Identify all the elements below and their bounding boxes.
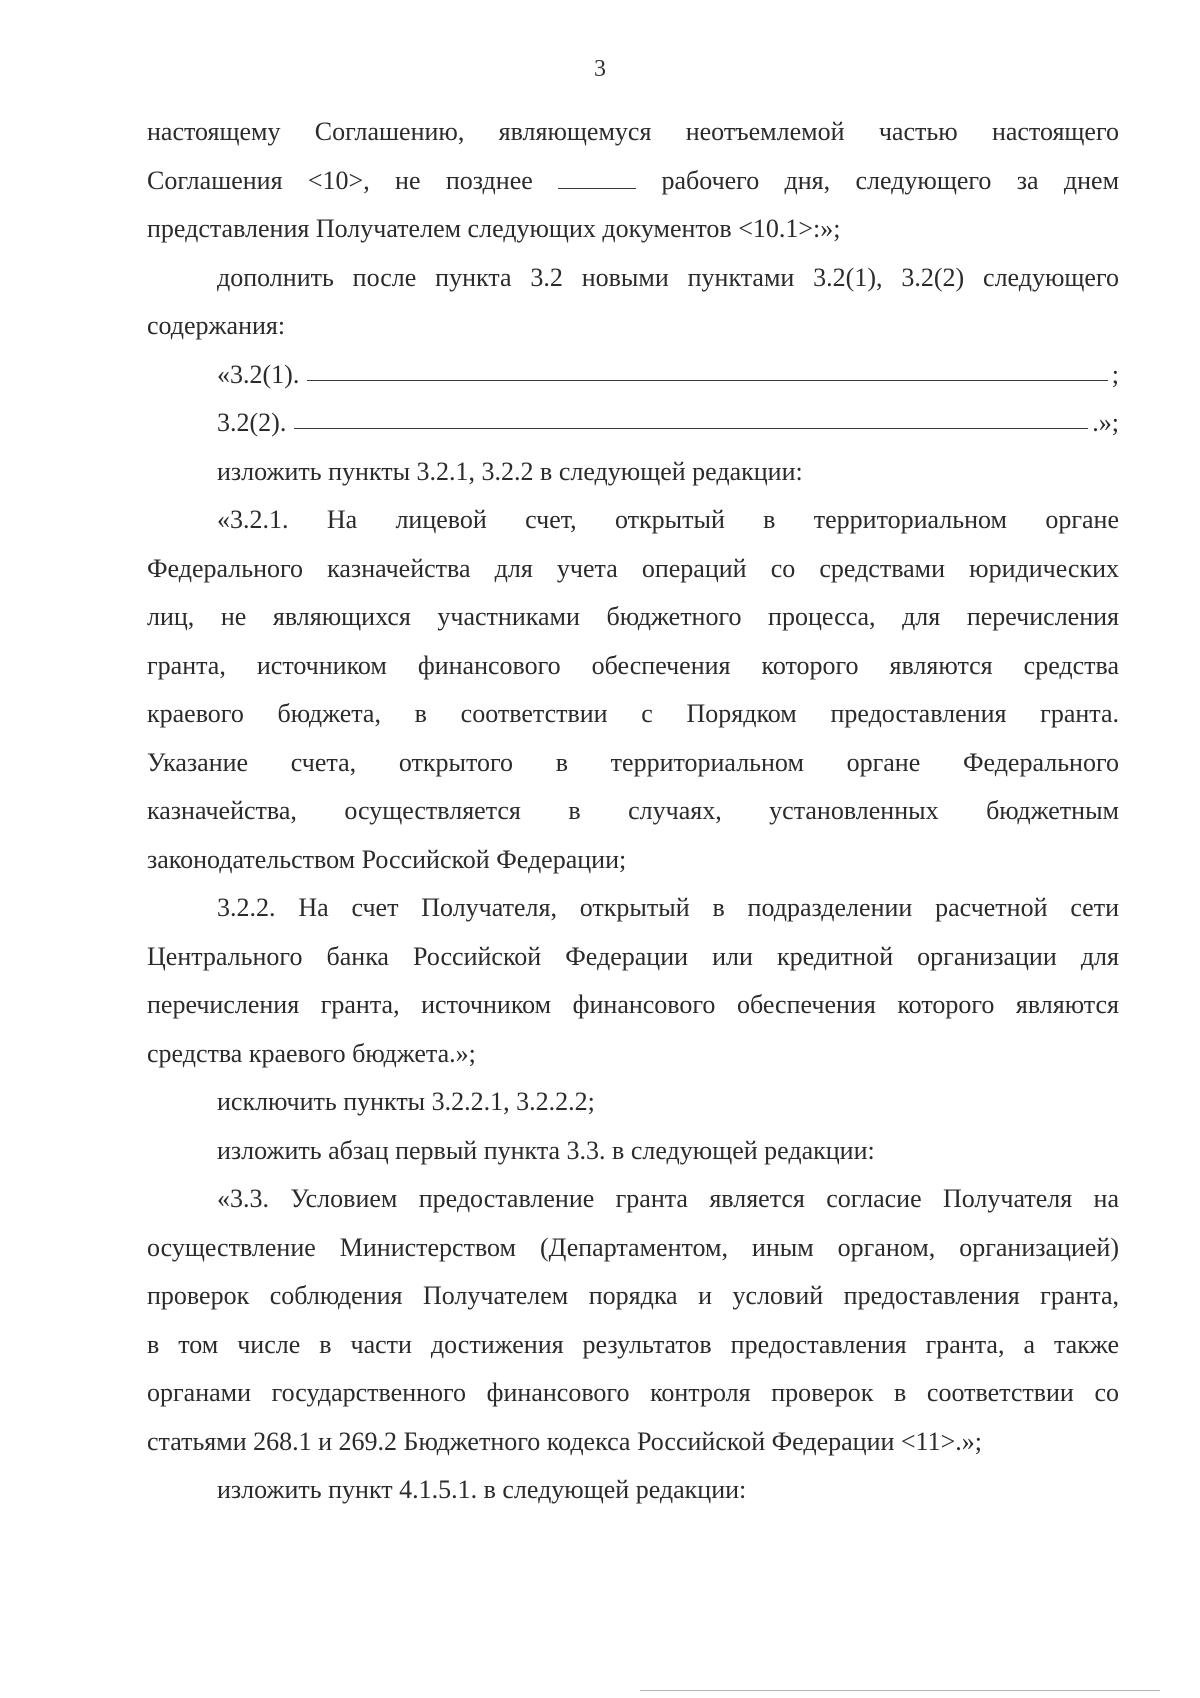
text-line: перечисления гранта, источником финансового обеспечения которого являются — [147, 990, 1119, 1019]
text-line: Центрального банка Российской Федерации или кредитной организации для — [147, 941, 1119, 971]
fill-in-rule — [294, 428, 1088, 429]
text-line: содержания: — [147, 311, 286, 340]
text-line: гранта, источником финансового обеспечения которого являются средства — [147, 650, 1119, 680]
text-line: осуществление Министерством (Департаментом, иным органом, организацией) — [147, 1232, 1119, 1262]
text-line: изложить пункт 4.1.5.1. в следующей редакции: — [217, 1475, 747, 1504]
text-line: в том числе в части достижения результатов предоставления гранта, а также — [147, 1329, 1119, 1359]
text-line: исключить пункты 3.2.2.1, 3.2.2.2; — [217, 1087, 595, 1116]
text-line: лиц, не являющихся участниками бюджетного процесса, для перечисления — [147, 602, 1119, 631]
text-line: представления Получателем следующих документов <10.1>:»; — [147, 214, 841, 243]
text-line-with-blank — [147, 157, 1119, 206]
scan-edge-line — [640, 1690, 1160, 1691]
page-number: 3 — [594, 56, 606, 82]
fill-in-line-3-2-1 — [147, 351, 1119, 400]
text-line: средства краевого бюджета.»; — [147, 1038, 476, 1068]
text-line: Указание счета, открытого в территориальном органе Федерального — [147, 747, 1119, 777]
text-line: «3.3. Условием предоставление гранта является согласие Получателя на — [217, 1184, 1119, 1213]
fill-in-rule — [307, 380, 1107, 381]
blank-field — [558, 188, 636, 189]
fill-in-label: 3.2(2). — [217, 408, 287, 437]
text-line: изложить абзац первый пункта 3.3. в следующей редакции: — [217, 1135, 875, 1165]
text-fragment: Соглашения <10>, не позднее — [147, 165, 533, 195]
text-line: статьями 268.1 и 269.2 Бюджетного кодекса Российской Федерации <11>.»; — [147, 1426, 982, 1456]
text-line: «3.2.1. На лицевой счет, открытый в территориальном органе — [217, 505, 1119, 534]
text-line: органами государственного финансового контроля проверок в соответствии со — [147, 1378, 1119, 1407]
text-line: настоящему Соглашению, являющемуся неотъемлемой частью настоящего — [147, 117, 1119, 146]
text-fragment: рабочего дня, следующего за днем — [661, 165, 1120, 195]
text-line: изложить пункты 3.2.1, 3.2.2 в следующей редакции: — [217, 456, 803, 486]
text-line: казначейства, осуществляется в случаях, установленных бюджетным — [147, 796, 1119, 825]
fill-in-line-3-2-2 — [147, 399, 1119, 448]
text-line: законодательством Российской Федерации; — [147, 844, 627, 874]
fill-in-label: «3.2(1). — [217, 359, 300, 389]
text-line: Федерального казначейства для учета операций со средствами юридических — [147, 553, 1119, 583]
text-line: проверок соблюдения Получателем порядка и условий предоставления гранта, — [147, 1281, 1119, 1310]
fill-in-end: ; — [1111, 359, 1119, 389]
text-line: краевого бюджета, в соответствии с Порядком предоставления гранта. — [147, 699, 1119, 728]
fill-in-end: .»; — [1092, 408, 1119, 437]
text-line: 3.2.2. На счет Получателя, открытый в подразделении расчетной сети — [217, 893, 1119, 922]
text-line: дополнить после пункта 3.2 новыми пунктами 3.2(1), 3.2(2) следующего — [217, 262, 1119, 292]
document-body — [147, 108, 1119, 1515]
